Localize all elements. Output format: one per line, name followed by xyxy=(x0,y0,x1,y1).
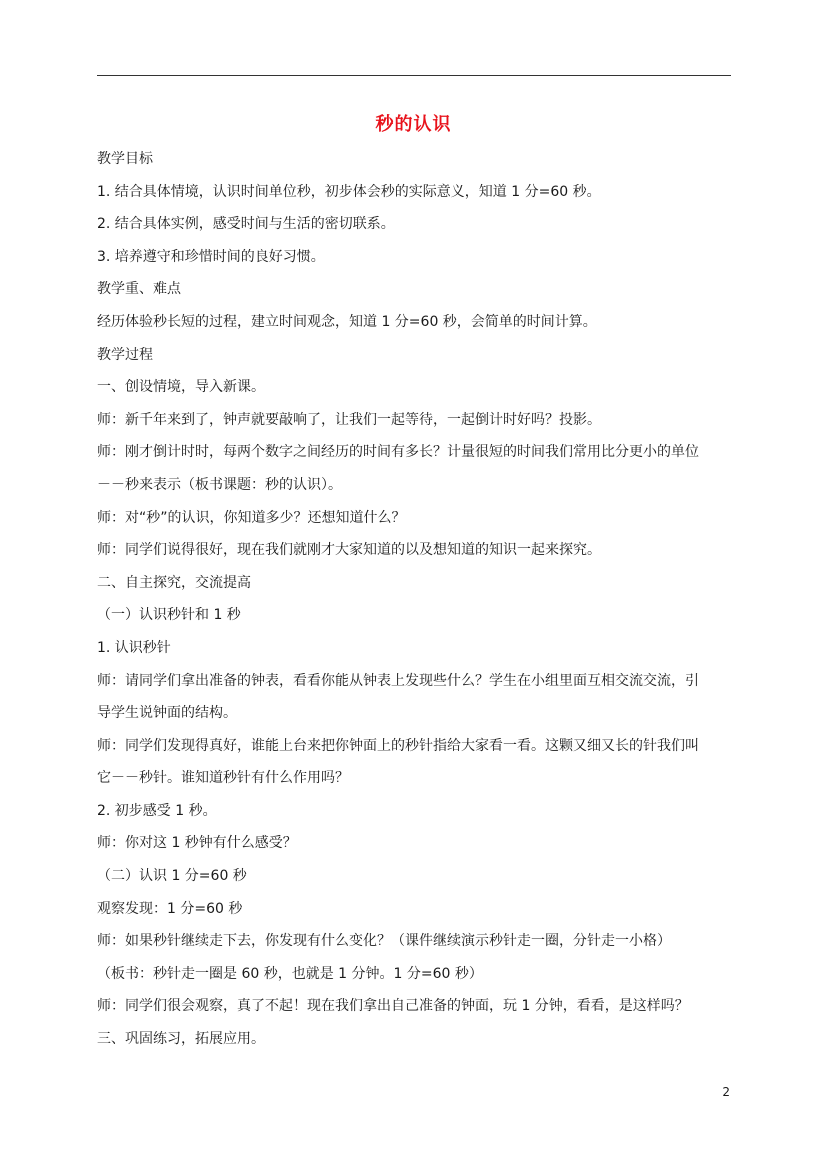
paragraph-line: 师：新千年来到了，钟声就要敲响了，让我们一起等待，一起倒计时好吗？投影。 xyxy=(97,411,601,428)
paragraph-line: （板书：秒针走一圈是 60 秒，也就是 1 分钟。1 分=60 秒） xyxy=(97,965,483,982)
paragraph-line: 经历体验秒长短的过程，建立时间观念，知道 1 分=60 秒，会简单的时间计算。 xyxy=(97,313,597,330)
paragraph-line: 3. 培养遵守和珍惜时间的良好习惯。 xyxy=(97,248,325,265)
paragraph-line: （一）认识秒针和 1 秒 xyxy=(97,607,241,624)
page-number: 2 xyxy=(722,1085,730,1099)
paragraph-line: 2. 结合具体实例，感受时间与生活的密切联系。 xyxy=(97,216,395,233)
section-heading-key-points: 教学重、难点 xyxy=(97,281,181,298)
paragraph-line: 师：刚才倒计时时，每两个数字之间经历的时间有多长？计量很短的时间我们常用比分更小的单位 xyxy=(97,444,699,461)
paragraph-line: 它－－秒针。谁知道秒针有什么作用吗？ xyxy=(97,770,349,787)
document-title: 秒的认识 xyxy=(375,114,452,135)
paragraph-line: 2. 初步感受 1 秒。 xyxy=(97,802,217,819)
paragraph-line: 师：对“秒”的认识，你知道多少？还想知道什么？ xyxy=(97,509,406,526)
paragraph-line: 师：你对这 1 秒钟有什么感受？ xyxy=(97,835,297,852)
paragraph-line: 观察发现：1 分=60 秒 xyxy=(97,900,243,917)
paragraph-line: （二）认识 1 分=60 秒 xyxy=(97,868,247,885)
header-rule xyxy=(97,75,731,76)
paragraph-line: 师：同学们发现得真好，谁能上台来把你钟面上的秒针指给大家看一看。这颗又细又长的针我们叫 xyxy=(97,737,699,754)
section-heading-process: 教学过程 xyxy=(97,346,153,363)
paragraph-line: 导学生说钟面的结构。 xyxy=(97,705,237,722)
section-heading-objectives: 教学目标 xyxy=(97,151,153,167)
paragraph-line: 一、创设情境，导入新课。 xyxy=(97,379,265,396)
paragraph-line: 师：同学们说得很好，现在我们就刚才大家知道的以及想知道的知识一起来探究。 xyxy=(97,542,601,559)
document-body xyxy=(97,148,733,1061)
paragraph-line: 师：请同学们拿出准备的钟表，看看你能从钟表上发现些什么？学生在小组里面互相交流交流，引 xyxy=(97,672,699,689)
paragraph-line: －－秒来表示（板书课题：秒的认识）。 xyxy=(97,476,342,493)
paragraph-line: 师：如果秒针继续走下去，你发现有什么变化？（课件继续演示秒针走一圈，分针走一小格） xyxy=(97,933,671,950)
paragraph-line: 1. 结合具体情境，认识时间单位秒，初步体会秒的实际意义，知道 1 分=60 秒。 xyxy=(97,183,601,200)
paragraph-line: 师：同学们很会观察，真了不起！现在我们拿出自己准备的钟面，玩 1 分钟，看看，是这样吗？ xyxy=(97,998,689,1015)
paragraph-line: 三、巩固练习，拓展应用。 xyxy=(97,1031,265,1048)
paragraph-line: 二、自主探究，交流提高 xyxy=(97,574,251,591)
paragraph-line: 1. 认识秒针 xyxy=(97,639,171,656)
